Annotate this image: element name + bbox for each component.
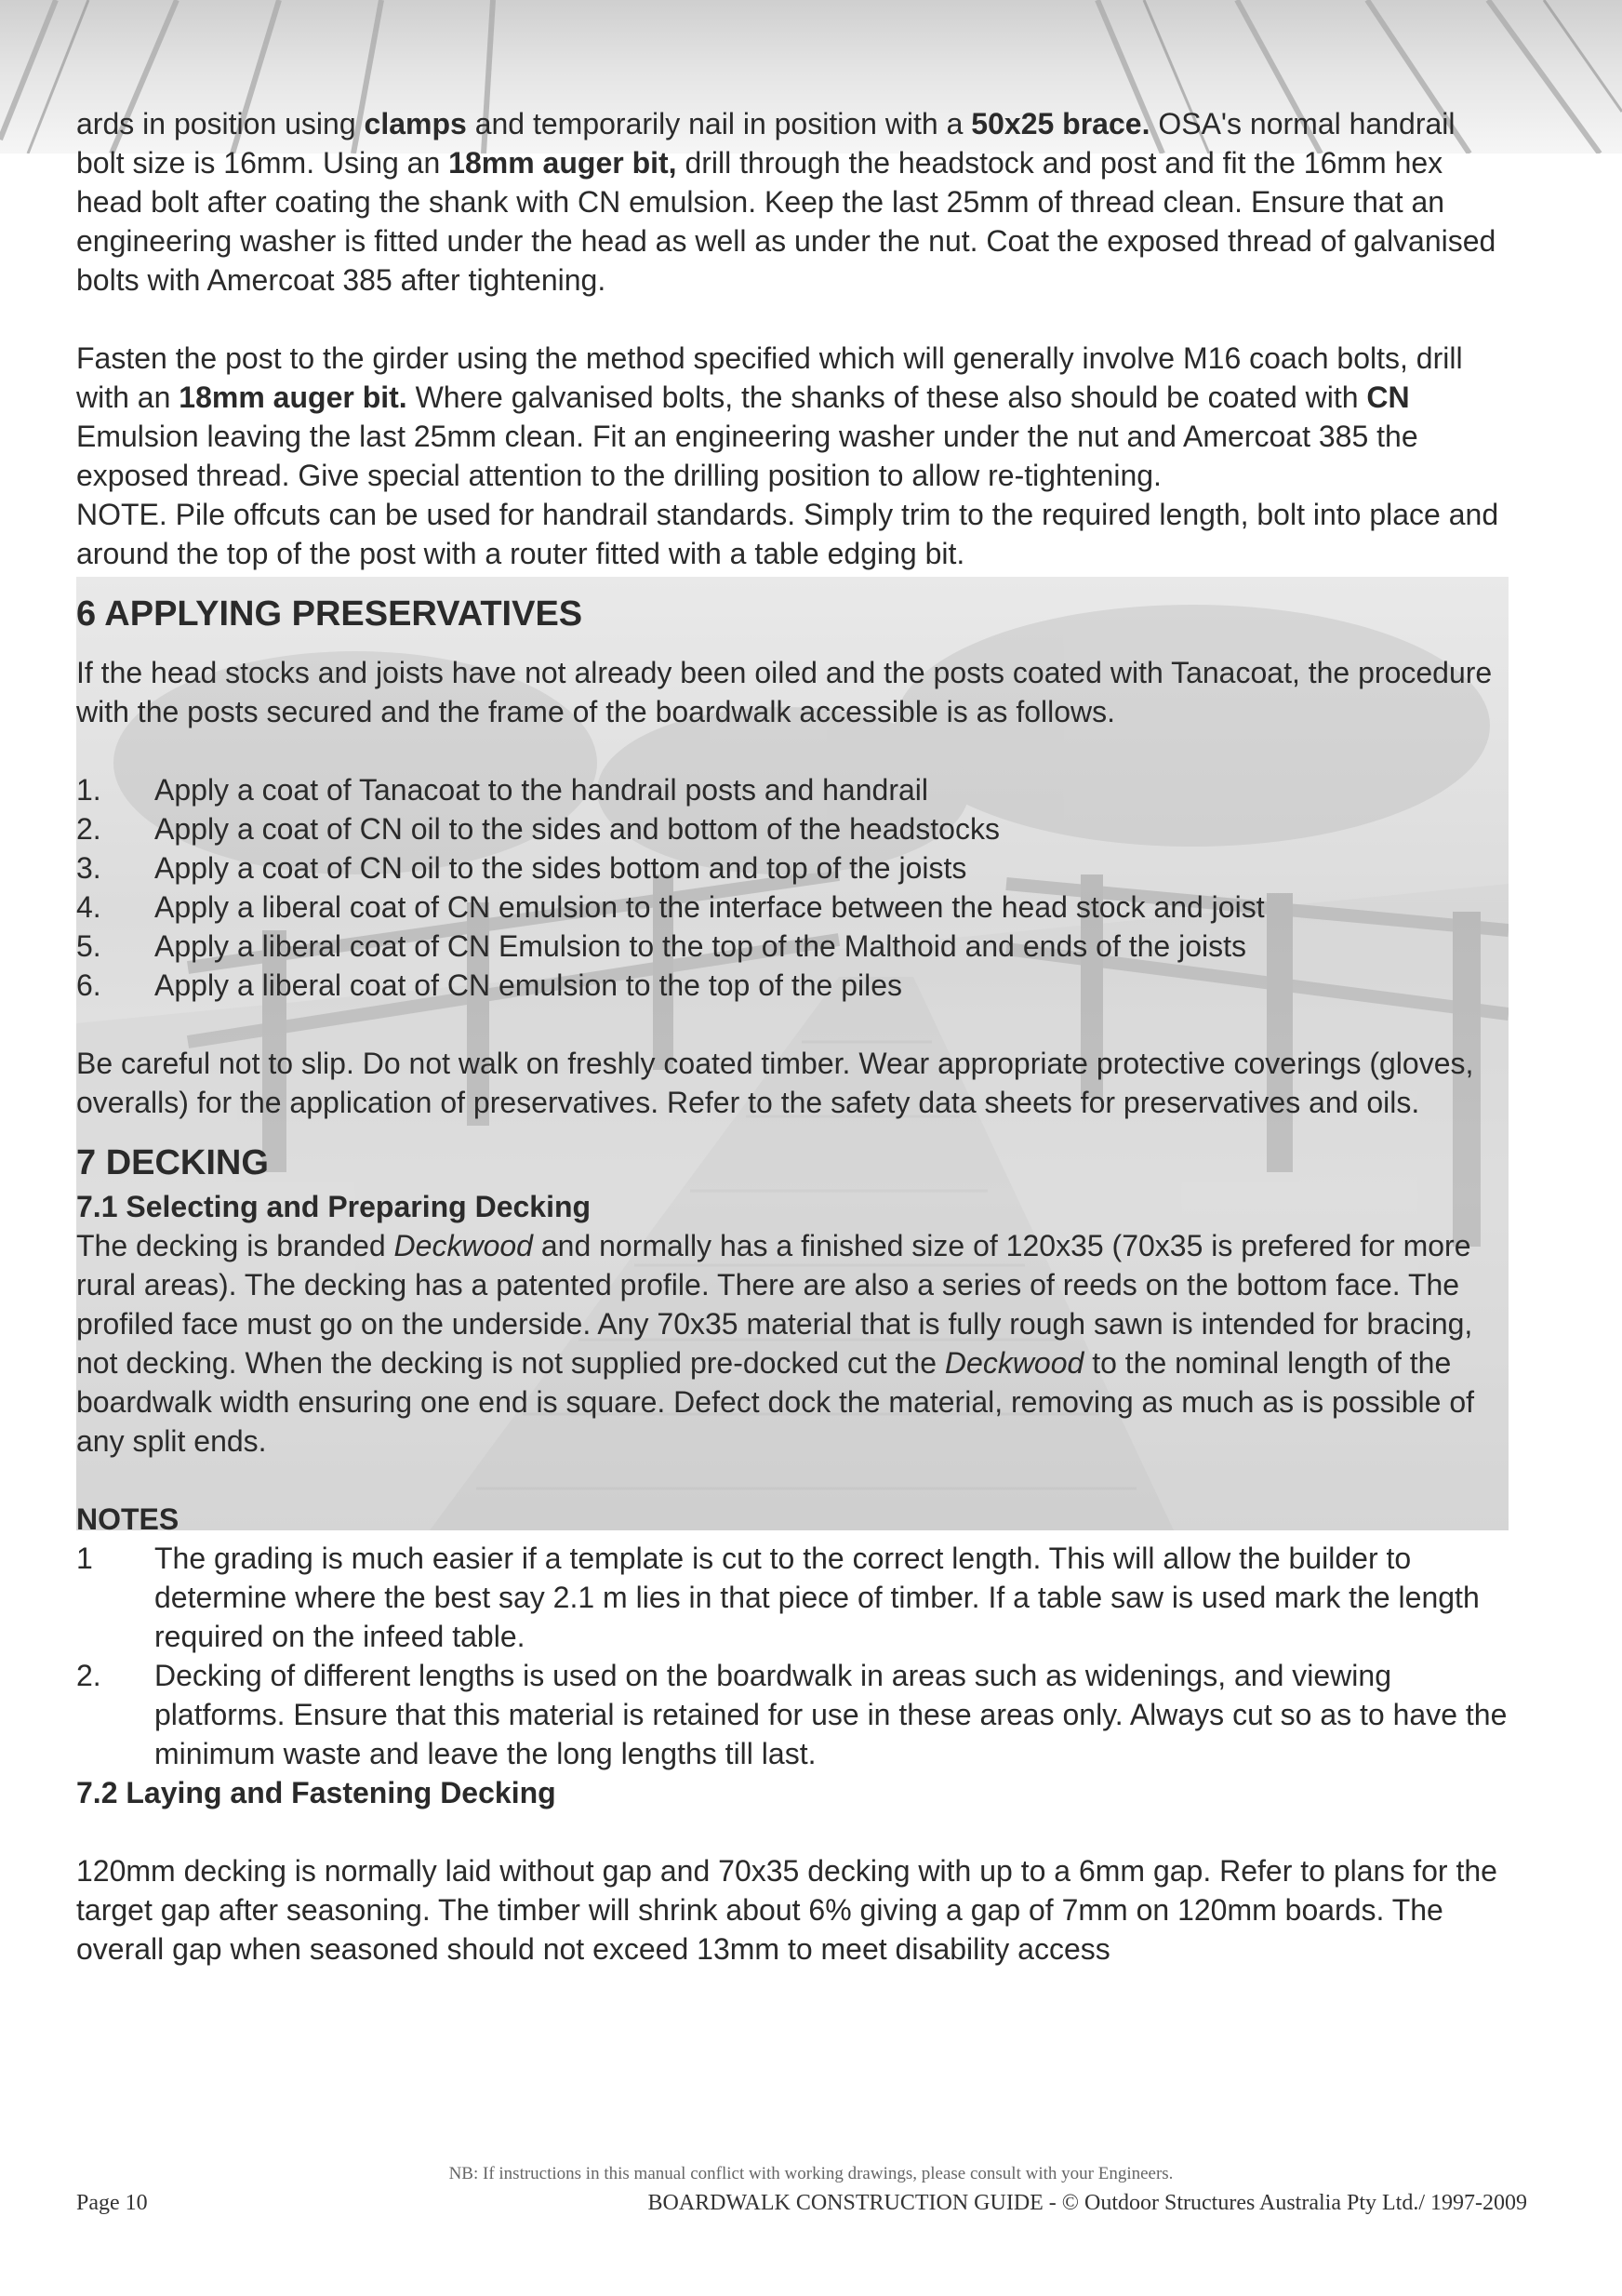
list-number: 2. bbox=[76, 812, 101, 846]
paragraph-post-fastening bbox=[76, 339, 1509, 495]
text-run: and normally has a finished size of 120x35 (70x35 is prefered for more rural areas). The decking has a patented profile. There are also a series of reeds on the bottom face. The profiled face must go on the underside. Any 70x35 material that is fully rough sawn is intended for bracing, not decking. When the decking is not supplied pre-docked cut the bbox=[76, 1229, 1473, 1380]
text-run: The decking is branded bbox=[76, 1229, 394, 1262]
list-item bbox=[76, 966, 1509, 1005]
document-title: BOARDWALK CONSTRUCTION GUIDE - © Outdoor Structures Australia Pty Ltd./ 1997-2009 bbox=[647, 2191, 1527, 2215]
subsection-heading-laying: 7.2 Laying and Fastening Decking bbox=[76, 1776, 556, 1809]
section-heading-preservatives: 6 APPLYING PRESERVATIVES bbox=[76, 594, 583, 634]
subsection-heading-selecting: 7.1 Selecting and Preparing Decking bbox=[76, 1190, 592, 1223]
brand-name: Deckwood bbox=[393, 1229, 533, 1262]
text-run: and temporarily nail in position with a bbox=[466, 107, 972, 140]
list-number: 1. bbox=[76, 773, 101, 807]
list-text: Apply a coat of Tanacoat to the handrail posts and handrail bbox=[154, 773, 928, 807]
paragraph-handrail-bolts bbox=[76, 104, 1509, 300]
list-text: Apply a liberal coat of CN emulsion to the interface between the head stock and joist bbox=[154, 890, 1265, 924]
list-number: 5. bbox=[76, 929, 101, 963]
list-item bbox=[76, 1656, 1509, 1773]
list-item bbox=[76, 809, 1509, 848]
list-text: Apply a liberal coat of CN emulsion to the top of the piles bbox=[154, 968, 902, 1002]
bold-term: CN bbox=[1366, 380, 1410, 414]
list-number: 4. bbox=[76, 890, 101, 924]
brand-name: Deckwood bbox=[944, 1346, 1084, 1380]
list-item bbox=[76, 927, 1509, 966]
notes-heading: NOTES bbox=[76, 1502, 179, 1536]
list-text: Apply a coat of CN oil to the sides and bottom of the headstocks bbox=[154, 812, 1000, 846]
list-item bbox=[76, 770, 1509, 809]
paragraph-safety-caution: Be careful not to slip. Do not walk on freshly coated timber. Wear appropriate protective coverings (gloves, overalls) for the application of preservatives. Refer to the safety data sheets for preservatives and oils. bbox=[76, 1047, 1474, 1119]
list-text: Apply a liberal coat of CN Emulsion to the top of the Malthoid and ends of the joists bbox=[154, 929, 1246, 963]
list-item bbox=[76, 888, 1509, 927]
preservative-steps-list bbox=[76, 770, 1509, 1005]
section-heading-decking: 7 DECKING bbox=[76, 1143, 269, 1182]
list-number: 2. bbox=[76, 1659, 101, 1692]
paragraph-preservatives-intro: If the head stocks and joists have not already been oiled and the posts coated with Tanacoat, the procedure with the posts secured and the frame of the boardwalk accessible is as follows. bbox=[76, 656, 1493, 728]
page-footer bbox=[76, 2191, 1527, 2216]
page-content bbox=[76, 104, 1509, 1969]
text-run: Where galvanised bolts, the shanks of these also should be coated with bbox=[406, 380, 1367, 414]
list-text: Apply a coat of CN oil to the sides bottom and top of the joists bbox=[154, 851, 967, 885]
footer-disclaimer: NB: If instructions in this manual conflict with working drawings, please consult with your Engineers. bbox=[448, 2164, 1174, 2183]
list-number: 6. bbox=[76, 968, 101, 1002]
text-run: to the nominal length of the boardwalk width ensuring one end is square. Defect dock the material, removing as much as is possible of any split ends. bbox=[76, 1346, 1474, 1458]
text-run: Fasten the post to the girder using the method specified which will generally involve M16 coach bolts, drill with an bbox=[76, 341, 1463, 414]
list-text: Decking of different lengths is used on the boardwalk in areas such as widenings, and viewing platforms. Ensure that this material is retained for use in these areas only. Always cut so as to have the minimum waste and leave the long lengths till last. bbox=[154, 1659, 1508, 1770]
list-number: 3. bbox=[76, 851, 101, 885]
text-run: OSA's normal handrail bolt size is 16mm. Using an bbox=[76, 107, 1456, 180]
bold-term: clamps bbox=[364, 107, 467, 140]
list-item bbox=[76, 1539, 1509, 1656]
bold-term: 50x25 brace. bbox=[971, 107, 1150, 140]
list-number: 1 bbox=[76, 1542, 93, 1575]
page-number: Page 10 bbox=[76, 2191, 148, 2215]
bold-term: 18mm auger bit. bbox=[179, 380, 407, 414]
list-item bbox=[76, 848, 1509, 888]
text-run: Emulsion leaving the last 25mm clean. Fit an engineering washer under the nut and Amercoat 385 the exposed thread. Give special attention to the drilling position to allow re-tightening. bbox=[76, 420, 1418, 492]
text-run: drill through the headstock and post and fit the 16mm hex head bolt after coating the shank with CN emulsion. Keep the last 25mm of thread clean. Ensure that an engineering washer is fitted under the head as well as under the nut. Coat the exposed thread of galvanised bolts with Amercoat 385 after tightening. bbox=[76, 146, 1496, 297]
paragraph-decking-selection bbox=[76, 1226, 1509, 1461]
decking-notes-list bbox=[76, 1539, 1509, 1773]
paragraph-note-pile-offcuts: NOTE. Pile offcuts can be used for handrail standards. Simply trim to the required length, bolt into place and around the top of the post with a router fitted with a table edging bit. bbox=[76, 498, 1499, 570]
bold-term: 18mm auger bit, bbox=[448, 146, 677, 180]
paragraph-decking-laying: 120mm decking is normally laid without gap and 70x35 decking with up to a 6mm gap. Refer to plans for the target gap after seasoning. The timber will shrink about 6% giving a gap of 7mm on 120mm boards. The overall gap when seasoned should not exceed 13mm to meet disability access bbox=[76, 1854, 1497, 1966]
list-text: The grading is much easier if a template is cut to the correct length. This will allow the builder to determine where the best say 2.1 m lies in that piece of timber. If a table saw is used mark the length required on the infeed table. bbox=[154, 1542, 1480, 1653]
text-run: ards in position using bbox=[76, 107, 365, 140]
